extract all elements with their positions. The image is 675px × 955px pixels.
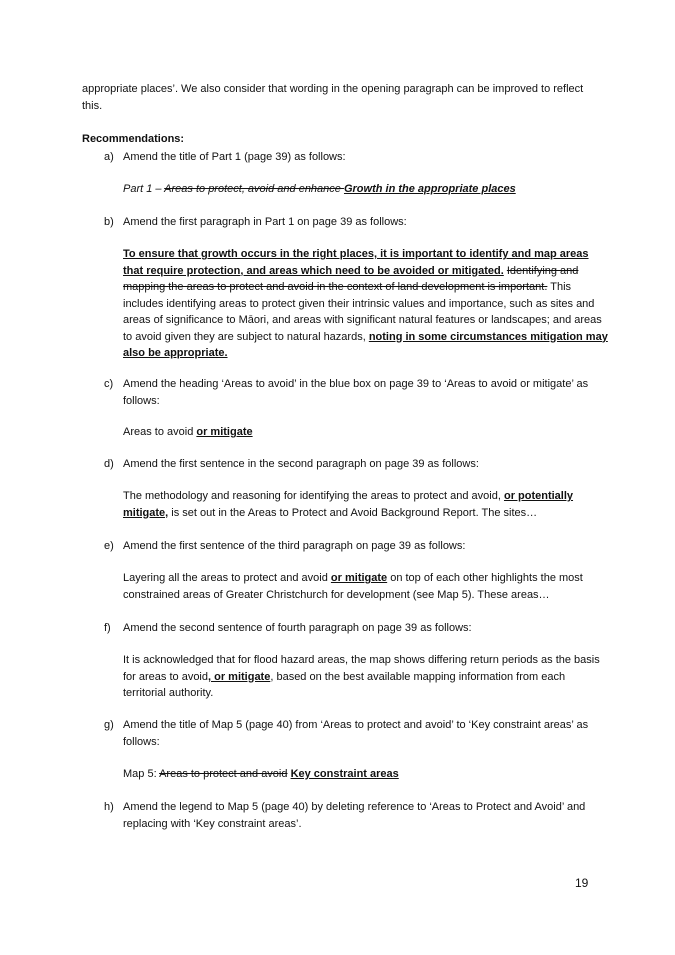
recommendation-b-detail bbox=[123, 246, 608, 362]
part-title-prefix: Part 1 – bbox=[123, 183, 165, 195]
plain-text: Areas to avoid bbox=[123, 426, 197, 438]
recommendation-c-detail bbox=[123, 424, 608, 441]
struck-text: Identifying and mapping the areas to protect and avoid in the context of land development is important. bbox=[123, 264, 579, 293]
plain-text: Map 5: bbox=[123, 768, 160, 780]
added-text: or mitigate bbox=[330, 572, 388, 584]
recommendations-heading: Recommendations: bbox=[82, 133, 185, 145]
recommendation-g-detail bbox=[123, 766, 608, 783]
item-letter: a) bbox=[104, 151, 114, 163]
struck-text: Areas to protect and avoid bbox=[159, 768, 288, 780]
plain-text: It is acknowledged that for flood hazard areas, the map shows differing return periods as the basis for areas to avoid bbox=[123, 654, 600, 683]
recommendation-e-detail bbox=[123, 570, 608, 603]
added-text: noting in some circumstances mitigation may also be appropriate. bbox=[123, 330, 608, 359]
item-text: Amend the first paragraph in Part 1 on page 39 as follows: bbox=[123, 216, 407, 228]
struck-text: Areas to protect, avoid and enhance bbox=[164, 183, 344, 195]
item-text: Amend the title of Map 5 (page 40) from ‘Areas to protect and avoid’ to ‘Key constraint areas’ as follows: bbox=[123, 719, 589, 748]
item-text: Amend the second sentence of fourth paragraph on page 39 as follows: bbox=[123, 622, 472, 634]
item-text: Amend the first sentence of the third paragraph on page 39 as follows: bbox=[123, 540, 466, 552]
item-letter: e) bbox=[104, 540, 114, 552]
item-text: Amend the first sentence in the second paragraph on page 39 as follows: bbox=[123, 458, 479, 470]
item-letter: h) bbox=[104, 801, 114, 813]
item-text: Amend the heading ‘Areas to avoid’ in the blue box on page 39 to ‘Areas to avoid or mitigate’ as follows: bbox=[123, 378, 589, 407]
item-letter: g) bbox=[104, 719, 114, 731]
item-letter: d) bbox=[104, 458, 114, 470]
recommendation-d-detail bbox=[123, 488, 608, 521]
added-text: Growth in the appropriate places bbox=[343, 183, 516, 195]
plain-text: The methodology and reasoning for identifying the areas to protect and avoid, bbox=[123, 490, 504, 502]
added-text: , or mitigate bbox=[208, 670, 271, 683]
plain-text: , based on the best available mapping information from each territorial authority. bbox=[123, 670, 566, 699]
item-letter: f) bbox=[104, 622, 111, 634]
added-text: or potentially mitigate, bbox=[123, 490, 574, 519]
item-letter: b) bbox=[104, 216, 114, 228]
recommendation-a-detail bbox=[123, 181, 608, 198]
added-text: or mitigate bbox=[196, 426, 253, 438]
plain-text: is set out in the Areas to Protect and Avoid Background Report. The sites… bbox=[168, 506, 538, 519]
plain-text: on top of each other highlights the most constrained areas of Greater Christchurch for development (see Map 5). These areas… bbox=[123, 572, 583, 601]
item-text: Amend the legend to Map 5 (page 40) by deleting reference to ‘Areas to Protect and Avoid’ and replacing with ‘Key constraint areas’. bbox=[123, 801, 586, 830]
item-text: Amend the title of Part 1 (page 39) as follows: bbox=[123, 151, 346, 163]
added-text: Key constraint areas bbox=[290, 768, 399, 780]
page-number: 19 bbox=[575, 876, 589, 890]
added-text: To ensure that growth occurs in the right places, it is important to identify and map areas that require protection, and areas which need to be avoided or mitigated. bbox=[123, 248, 589, 277]
plain-text: This includes identifying areas to protect given their intrinsic values and importance, such as sites and areas of significance to Māori, and areas with significant natural features or landscapes; and areas to avoid given they are subject to natural hazards, bbox=[123, 281, 602, 343]
intro-paragraph: appropriate places’. We also consider that wording in the opening paragraph can be improved to reflect this. bbox=[82, 83, 584, 112]
item-letter: c) bbox=[104, 378, 114, 390]
plain-text: Layering all the areas to protect and avoid bbox=[123, 572, 331, 584]
recommendation-f-detail bbox=[123, 652, 608, 702]
